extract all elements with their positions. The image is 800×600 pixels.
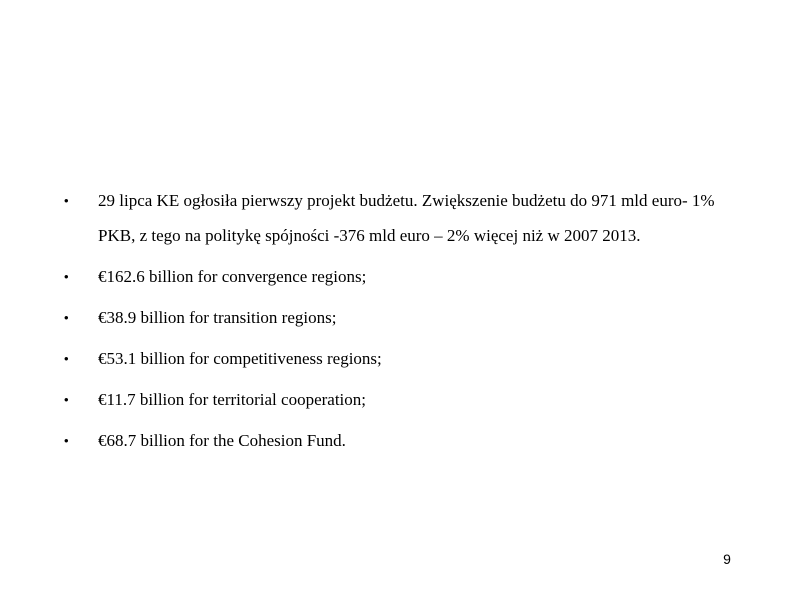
bullet-item-cohesion-fund	[62, 423, 722, 458]
bullet-icon: •	[64, 351, 69, 366]
bullet-item-budget-announcement	[62, 183, 722, 253]
bullet-icon: •	[64, 433, 69, 448]
bullet-text: €162.6 billion for convergence regions;	[98, 267, 367, 286]
bullet-item-convergence-regions	[62, 259, 722, 294]
bullet-text: €53.1 billion for competitiveness regions;	[98, 349, 382, 368]
page-number: 9	[723, 551, 731, 567]
bullet-item-transition-regions	[62, 300, 722, 335]
bullet-item-territorial-cooperation	[62, 382, 722, 417]
bullet-list	[62, 183, 722, 464]
bullet-text: €68.7 billion for the Cohesion Fund.	[98, 431, 346, 450]
bullet-icon: •	[64, 193, 69, 208]
bullet-icon: •	[64, 269, 69, 284]
bullet-text: 29 lipca KE ogłosiła pierwszy projekt budżetu. Zwiększenie budżetu do 971 mld euro- 1% PKB, z tego na politykę spójności -376 mld euro – 2% więcej niż w 2007 2013.	[98, 191, 715, 245]
bullet-icon: •	[64, 392, 69, 407]
bullet-icon: •	[64, 310, 69, 325]
bullet-text: €11.7 billion for territorial cooperation;	[98, 390, 366, 409]
bullet-item-competitiveness-regions	[62, 341, 722, 376]
bullet-text: €38.9 billion for transition regions;	[98, 308, 337, 327]
